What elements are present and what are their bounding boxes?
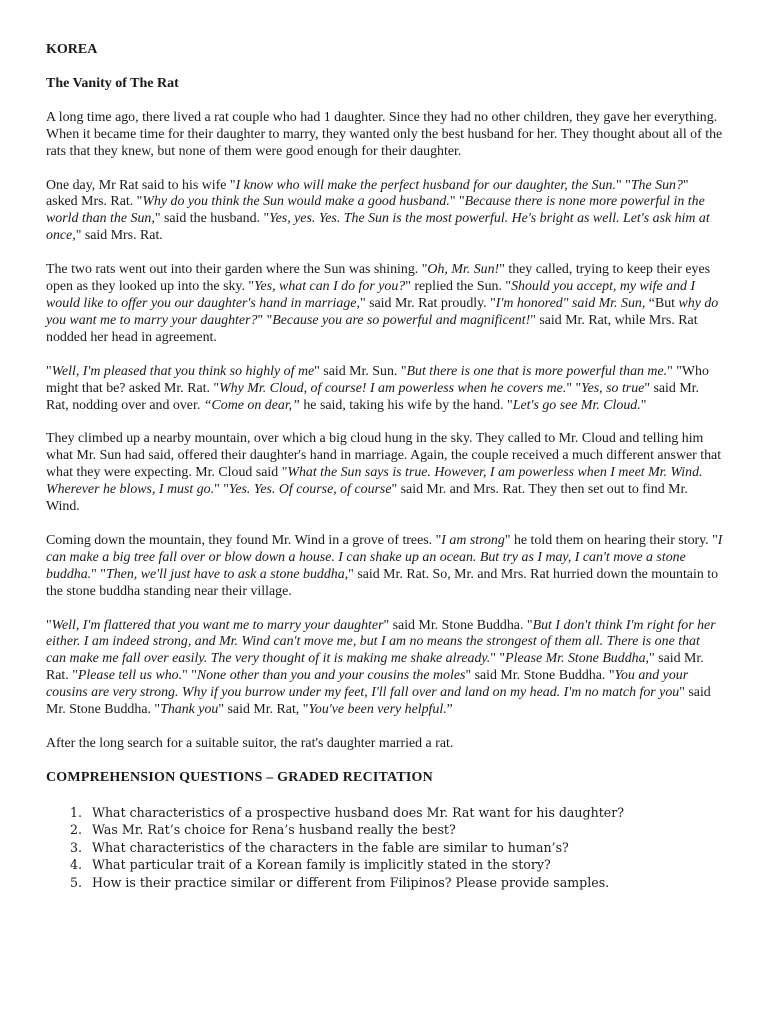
italic-text: But I don't think I'm right for her either. I am indeed strong, and Mr. Wind can't move me, but I am no means the strongest of them all. There is one that can make me fall over easily. The very thought of it is making me shake already. [46, 617, 716, 667]
question-item [46, 804, 723, 822]
italic-text: Oh, Mr. Sun! [427, 262, 500, 278]
italic-text: Yes, yes. Yes. The Sun is the most powerful. He's bright as well. Let's ask him at once, [46, 211, 710, 244]
story-body [46, 110, 723, 753]
text-run: " they called, trying to keep their eyes open as they looked up into the sky. " [46, 262, 711, 295]
text-run: " [46, 363, 52, 379]
story-paragraph [46, 262, 723, 347]
italic-text: I am strong [441, 532, 505, 548]
text-run: The two rats went out into their garden where the Sun was shining. " [46, 262, 428, 278]
text-run: " said Mr. Rat. So, Mr. and Mrs. Rat hurried down the mountain to the stone buddha standing near their village. [46, 566, 719, 599]
text-run: " asked Mrs. Rat. " [46, 177, 689, 210]
story-paragraph [46, 431, 723, 516]
text-run: They climbed up a nearby mountain, over which a big cloud hung in the sky. They called to Mr. Cloud and telling him what Mr. Sun had said, offered their daughter's hand in marriage. Again, the couple received a much different answer that what they were expecting. Mr. Cloud said " [46, 431, 722, 481]
text-run: " " [490, 651, 506, 667]
italic-text: Well, I'm flattered that you want me to marry your daughter [51, 617, 384, 633]
text-run: " said Mr. and Mrs. Rat. They then set out to find Mr. Wind. [46, 482, 688, 515]
text-run: " " [449, 194, 465, 210]
text-run: " "Who might that be? asked Mr. Rat. " [46, 363, 709, 396]
question-number: 1. [70, 804, 83, 820]
italic-text: I know who will make the perfect husband for our daughter, the Sun. [235, 177, 616, 193]
text-run: " [46, 617, 52, 633]
italic-text: You and your cousins are very strong. Why if you burrow under my feet, I'll fall over and land on my head. I'm no match for you [46, 668, 689, 701]
story-paragraph [46, 364, 723, 415]
text-run: " said Mrs. Rat. [75, 228, 163, 244]
text-run: he said, taking his wife by the hand. " [299, 397, 513, 413]
question-item [46, 874, 723, 892]
text-run: " " [182, 668, 197, 684]
italic-text: The Sun? [630, 177, 683, 193]
story-paragraph [46, 110, 723, 161]
text-run: " said Mr. Stone Buddha. " [383, 617, 533, 633]
italic-text: Yes, what can I do for you? [254, 279, 406, 295]
text-run: " [640, 397, 647, 413]
text-run: ” [446, 702, 453, 718]
italic-text: I'm honored" said Mr. Sun, [495, 295, 646, 311]
text-run: " said Mr. Stone Buddha. " [46, 685, 711, 718]
italic-text: Because there is none more powerful in the world than the Sun, [46, 194, 705, 227]
text-run: After the long search for a suitable suitor, the rat's daughter married a rat. [46, 736, 454, 751]
story-paragraph [46, 533, 723, 601]
italic-text: Then, we'll just have to ask a stone buddha, [105, 566, 349, 582]
text-run: " said Mr. Rat, " [218, 702, 309, 718]
questions-list [46, 804, 723, 892]
italic-text: Yes, so true [581, 380, 645, 396]
italic-text: Why do you think the Sun would make a good husband. [142, 194, 450, 210]
story-paragraph [46, 178, 723, 246]
questions-heading: COMPREHENSION QUESTIONS – GRADED RECITATION [46, 769, 433, 785]
question-item [46, 856, 723, 874]
italic-text: What the Sun says is true. However, I am powerless when I meet Mr. Wind. Wherever he blows, I must go. [46, 465, 703, 498]
question-item [46, 821, 723, 839]
question-item [46, 839, 723, 857]
text-run: " he told them on hearing their story. " [504, 532, 718, 548]
text-run: " said Mr. Stone Buddha. " [465, 668, 615, 684]
text-run: " said Mr. Rat. " [46, 651, 704, 684]
text-run: " " [566, 380, 582, 396]
italic-text: Yes. Yes. Of course, of course [228, 482, 392, 498]
italic-text: I can make a big tree fall over or blow down a house. I can shake up an ocean. But try as I may, I can't move a stone buddha. [46, 532, 723, 582]
text-run: " said Mr. Rat proudly. " [359, 295, 496, 311]
italic-text: Because you are so powerful and magnificent! [272, 312, 531, 328]
country-heading: KOREA [46, 42, 98, 57]
italic-text: But there is one that is more powerful than me. [406, 363, 668, 379]
italic-text: None other than you and your cousins the moles [196, 668, 466, 684]
question-number: 2. [70, 822, 83, 838]
text-run: " said Mr. Sun. " [314, 363, 407, 379]
question-text: Was Mr. Rat’s choice for Rena’s husband really the best? [92, 822, 456, 838]
italic-text: Please Mr. Stone Buddha, [505, 651, 650, 667]
italic-text: You've been very helpful. [308, 702, 447, 718]
italic-text: Well, I'm pleased that you think so highly of me [51, 363, 315, 379]
question-text: What characteristics of the characters in the fable are similar to human’s? [92, 839, 569, 855]
text-run: Coming down the mountain, they found Mr. Wind in a grove of trees. " [46, 532, 442, 548]
question-number: 4. [70, 857, 83, 873]
italic-text: Should you accept, my wife and I would like to offer you our daughter's hand in marriage, [46, 279, 696, 311]
italic-text: Why Mr. Cloud, of course! I am powerless when he covers me. [219, 380, 567, 396]
text-run: " " [615, 177, 631, 193]
story-paragraph [46, 618, 723, 719]
italic-text: “Come on dear,” [203, 397, 300, 413]
text-run: " replied the Sun. " [405, 279, 512, 295]
text-run: One day, Mr Rat said to his wife " [46, 177, 236, 193]
text-run: A long time ago, there lived a rat couple who had 1 daughter. Since they had no other children, they gave her everything. When it became time for their daughter to marry, they wanted only the best husband for her. They thought about all of the rats that they knew, but none of them were good enough for their daughter. [46, 109, 723, 159]
text-run: " said Mr. Rat, while Mrs. Rat nodded her head in agreement. [46, 312, 698, 345]
question-number: 3. [70, 839, 83, 855]
story-paragraph [46, 736, 723, 753]
text-run: " " [214, 482, 229, 498]
question-text: How is their practice similar or different from Filipinos? Please provide samples. [92, 874, 610, 890]
italic-text: Thank you [160, 702, 219, 718]
question-text: What particular trait of a Korean family is implicitly stated in the story? [92, 857, 551, 873]
story-title: The Vanity of The Rat [46, 75, 179, 91]
italic-text: Let's go see Mr. Cloud. [512, 397, 641, 413]
question-text: What characteristics of a prospective husband does Mr. Rat want for his daughter? [92, 804, 624, 820]
text-run: " said Mr. Rat, nodding over and over. [46, 380, 700, 413]
text-run: " " [257, 312, 273, 328]
italic-text: why do you want me to marry your daughter? [46, 295, 719, 328]
text-run: " " [91, 566, 106, 582]
question-number: 5. [70, 874, 83, 890]
text-run: “But [645, 295, 679, 311]
italic-text: Please tell us who. [77, 668, 183, 684]
text-run: " said the husband. " [154, 211, 270, 227]
